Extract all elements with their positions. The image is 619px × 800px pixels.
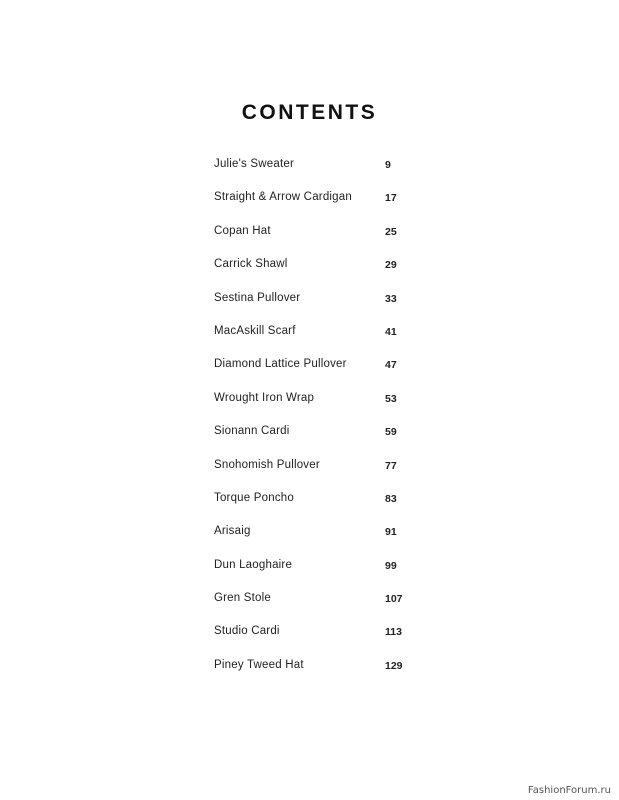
toc-entry-title: Dun Laoghaire [214, 558, 293, 571]
toc-entry-page: 29 [385, 259, 397, 272]
toc-entry-page: 33 [385, 292, 397, 305]
toc-entry[interactable] [214, 492, 434, 525]
toc-entry-page: 17 [385, 192, 397, 205]
toc-entry-page: 41 [385, 325, 397, 338]
toc-entry[interactable] [214, 559, 434, 592]
toc-entry-page: 113 [385, 626, 402, 639]
toc-entry[interactable] [214, 158, 434, 191]
toc-entry-title: Carrick Shawl [214, 258, 288, 271]
toc-entry-title: Diamond Lattice Pullover [214, 358, 347, 371]
toc-entry[interactable] [214, 191, 434, 224]
page-title: CONTENTS [241, 101, 378, 124]
toc-entry[interactable] [214, 392, 434, 425]
toc-entry[interactable] [214, 292, 434, 325]
watermark: FashionForum.ru [527, 785, 611, 796]
toc-entry-page: 107 [385, 593, 403, 606]
table-of-contents [214, 158, 434, 692]
toc-entry[interactable] [214, 358, 434, 391]
toc-entry-title: Piney Tweed Hat [214, 658, 304, 671]
toc-entry[interactable] [214, 625, 434, 658]
toc-entry-title: Copan Hat [214, 224, 271, 237]
toc-entry-title: Straight & Arrow Cardigan [214, 191, 352, 204]
toc-entry-page: 53 [385, 392, 397, 405]
toc-entry-page: 99 [385, 559, 397, 572]
toc-entry-page: 9 [385, 159, 391, 171]
toc-entry-title: MacAskill Scarf [214, 324, 296, 337]
toc-entry-page: 25 [385, 225, 397, 238]
toc-entry-page: 77 [385, 459, 397, 472]
toc-entry[interactable] [214, 258, 434, 291]
toc-entry-page: 129 [385, 659, 403, 672]
toc-entry-title: Arisaig [214, 525, 251, 538]
toc-entry[interactable] [214, 525, 434, 558]
toc-entry-title: Julie's Sweater [214, 158, 294, 170]
toc-entry[interactable] [214, 459, 434, 492]
toc-entry-page: 47 [385, 359, 397, 372]
toc-entry[interactable] [214, 592, 434, 625]
toc-entry-page: 91 [385, 526, 397, 539]
toc-entry-title: Wrought Iron Wrap [214, 391, 315, 404]
toc-entry-title: Torque Poncho [214, 491, 294, 504]
toc-entry[interactable] [214, 425, 434, 458]
toc-entry[interactable] [214, 659, 434, 692]
toc-entry-title: Studio Cardi [214, 625, 280, 638]
toc-entry-title: Sionann Cardi [214, 425, 290, 438]
toc-entry-title: Sestina Pullover [214, 291, 301, 304]
toc-entry-title: Snohomish Pullover [214, 458, 320, 471]
toc-entry-page: 83 [385, 492, 397, 505]
toc-entry-title: Gren Stole [214, 592, 271, 605]
toc-entry-page: 59 [385, 426, 397, 439]
toc-entry[interactable] [214, 225, 434, 258]
toc-entry[interactable] [214, 325, 434, 358]
